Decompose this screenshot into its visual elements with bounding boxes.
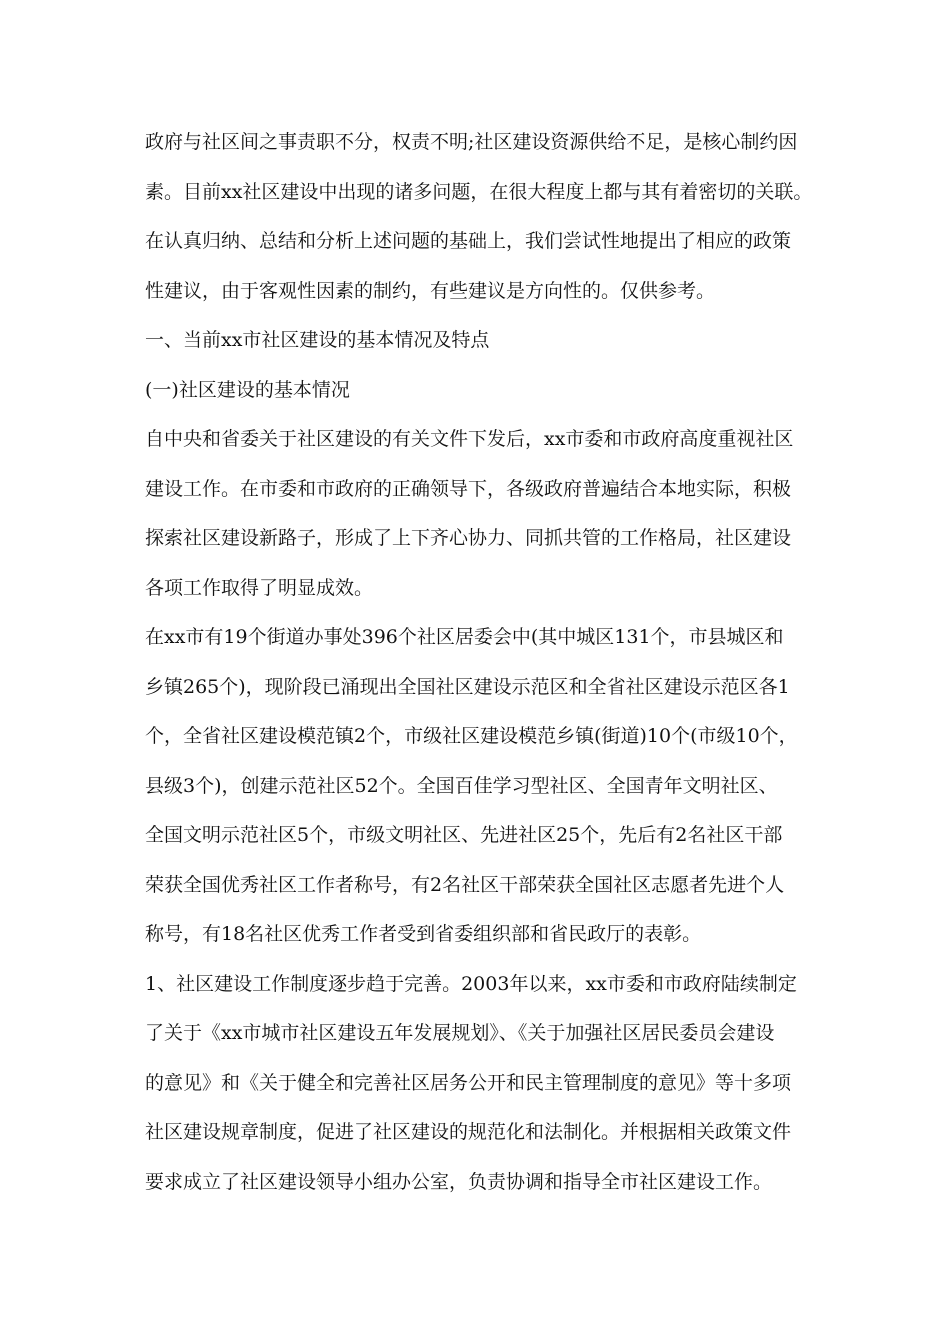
text-line: 荣获全国优秀社区工作者称号，有2名社区干部荣获全国社区志愿者先进个人 <box>145 873 785 896</box>
text-line: 要求成立了社区建设领导小组办公室，负责协调和指导全市社区建设工作。 <box>145 1170 773 1193</box>
text-line: 素。目前xx社区建设中出现的诸多问题，在很大程度上都与其有着密切的关联。 <box>145 180 813 203</box>
text-line: 个，全省社区建设模范镇2个，市级社区建设模范乡镇(街道)10个(市级10个， <box>145 725 798 747</box>
text-line: 在xx市有19个街道办事处396个社区居委会中(其中城区131个，市县城区和 <box>145 626 784 648</box>
section-heading: 一、当前xx市社区建设的基本情况及特点 <box>145 329 490 351</box>
text-line: 建设工作。在市委和市政府的正确领导下，各级政府普遍结合本地实际，积极 <box>145 477 792 500</box>
text-line: 各项工作取得了明显成效。 <box>145 576 374 599</box>
text-line: 探索社区建设新路子，形成了上下齐心协力、同抓共管的工作格局，社区建设 <box>145 527 792 549</box>
subsection-heading: (一)社区建设的基本情况 <box>145 378 350 401</box>
text-line: 在认真归纳、总结和分析上述问题的基础上，我们尝试性地提出了相应的政策 <box>145 230 792 252</box>
text-line: 的意见》和《关于健全和完善社区居务公开和民主管理制度的意见》等十多项 <box>145 1071 792 1094</box>
text-line: 全国文明示范社区5个，市级文明社区、先进社区25个，先后有2名社区干部 <box>145 824 783 846</box>
text-line: 政府与社区间之事责职不分，权责不明;社区建设资源供给不足，是核心制约因 <box>145 131 798 153</box>
text-line: 称号，有18名社区优秀工作者受到省委组织部和省民政厅的表彰。 <box>145 923 702 945</box>
text-line: 自中央和省委关于社区建设的有关文件下发后，xx市委和市政府高度重视社区 <box>145 428 794 450</box>
text-line: 社区建设规章制度，促进了社区建设的规范化和法制化。并根据相关政策文件 <box>145 1121 792 1143</box>
document-body <box>145 118 825 1207</box>
text-line: 县级3个)，创建示范社区52个。全国百佳学习型社区、全国青年文明社区、 <box>145 774 778 797</box>
text-line: 性建议，由于客观性因素的制约，有些建议是方向性的。仅供参考。 <box>145 279 716 302</box>
text-line: 乡镇265个)，现阶段已涌现出全国社区建设示范区和全省社区建设示范区各1 <box>145 675 790 698</box>
text-line: 了关于《xx市城市社区建设五年发展规划》、《关于加强社区居民委员会建设 <box>145 1022 775 1044</box>
text-line: 1、社区建设工作制度逐步趋于完善。2003年以来，xx市委和市政府陆续制定 <box>145 972 797 995</box>
